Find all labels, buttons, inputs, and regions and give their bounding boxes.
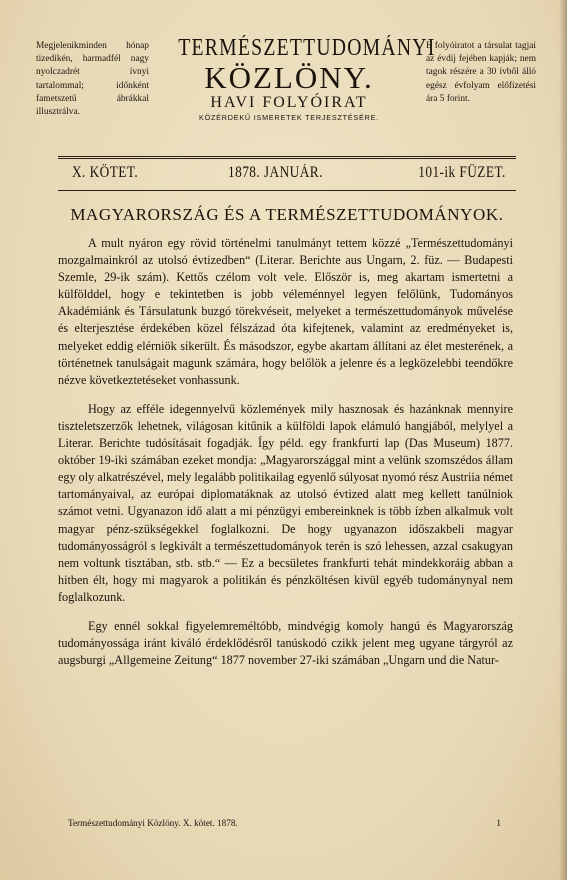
- header-rule-top-double: [58, 158, 516, 159]
- footer-citation: Természettudományi Közlöny. X. kötet. 1878.: [68, 818, 238, 828]
- journal-title-line1: TERMÉSZETTUDOMÁNYI: [178, 35, 436, 61]
- masthead: [36, 34, 536, 144]
- journal-tagline: KÖZÉRDEKŰ ISMERETEK TERJESZTÉSÉRE.: [198, 113, 380, 122]
- journal-subtitle: HAVI FOLYÓIRAT: [210, 94, 368, 111]
- publication-schedule-note: Megjelenikminden hónap tizedikén, harmadfél nagy nyolczadrét ívnyi tartalommal; időnként fametszetű ábrákkal illusztrálva.: [36, 41, 149, 118]
- journal-title-block: [154, 34, 436, 124]
- header-rule-bottom: [58, 190, 516, 191]
- issue-info-bar: [58, 162, 516, 186]
- header-rule-top: [58, 156, 516, 157]
- article-paragraph: Egy ennél sokkal figyelemreméltóbb, mindvégig komoly hangú és Magyarország tudományossága iránt kiváló érdeklődésről tanúskodó czikk jelent meg ugyane tárgyról az augsburgi „Allgemeine Zeitung“ 1877 november 27-iki számában „Ungarn und die Natur-: [58, 618, 513, 668]
- article-paragraph: Hogy az efféle idegennyelvű közlemények mily hasznosak és hazánknak mennyire tiszteletszerzők lehetnek, világosan kitűnik a külföldi lapok elámuló hangjából, melylyel a Literar. Berichte tudósításait fogadják. Így péld. egy frankfurti lap (Das Museum) 1877. október 19-iki számában ezeket mondja: „Magyarországgal mint a velünk szomszédos állam egy oly alkatrészével, mely legalább politikailag egyenlő súlyosat nyomó rész Austriia német tartományaival, az európai diplomatáknak az utolsó évtized alatt meg kellett tanúlniok számot vetni. Ugyanazon idő alatt a mi pénzügyi embereinknek is több ízben alkalmuk volt magyar pénz-szükségekkel foglalkozni. De hogy ugyanazon időszakbeli magyar tudományosságról s legkivált a természettudományok terén is szó lehessen, azzal csakugyan nem voltunk tisztában, stb. stb.“ — Ez a becsületes frankfurti tehát mindekkoráig abban a hitben élt, hogy mi magyarok a politikán és pénzköltésen kivül egyéb tudománynyal nem foglalkozunk.: [58, 401, 513, 604]
- journal-title-line2: KÖZLÖNY.: [204, 60, 374, 95]
- page-number: 1: [496, 818, 501, 828]
- article-body: [58, 235, 513, 669]
- subscription-note: E folyóiratot a társulat tagjai az évdíj fejében kapják; nem tagok részére a 30 ívből álló egész évfolyam előfizetési ára 5 forint.: [426, 41, 536, 104]
- issue-date: 1878. JANUÁR.: [228, 164, 323, 181]
- page-spine-shadow: [559, 0, 567, 880]
- issue-number: 101-ik FÜZET.: [418, 164, 506, 181]
- article-paragraph: A mult nyáron egy rövid történelmi tanulmányt tettem közzé „Természettudományi mozgalmainkról az utolsó évtizedben“ (Literar. Berichte aus Ungarn, 2. füz. — Budapesti Szemle, 29-ik szám). Kettős czélom volt vele. Először is, meg akartam ismertetni a külfölddel, hogy e tekintetben is jobb véleménnyel legyen felőlünk, Tudományos Akadémiánk és Társulatunk buzgó törekvéseit, melyeket a természettudományok művelése és elterjesztése érdekében közel félszázad óta kifejtenek, valamint az eredményeket is, melyeket eddig elérniök sikerült. És másodszor, egybe akartam állítani az élet mesterének, a történetnek tanulságait magunk számára, hogy belőlök a jelenre és a legközelebbi teendőkre nézve következtetéseket vonhassunk.: [58, 236, 513, 387]
- volume-label: X. KÖTET.: [72, 164, 139, 181]
- article-title: MAGYARORSZÁG ÉS A TERMÉSZETTUDOMÁNYOK.: [70, 205, 504, 224]
